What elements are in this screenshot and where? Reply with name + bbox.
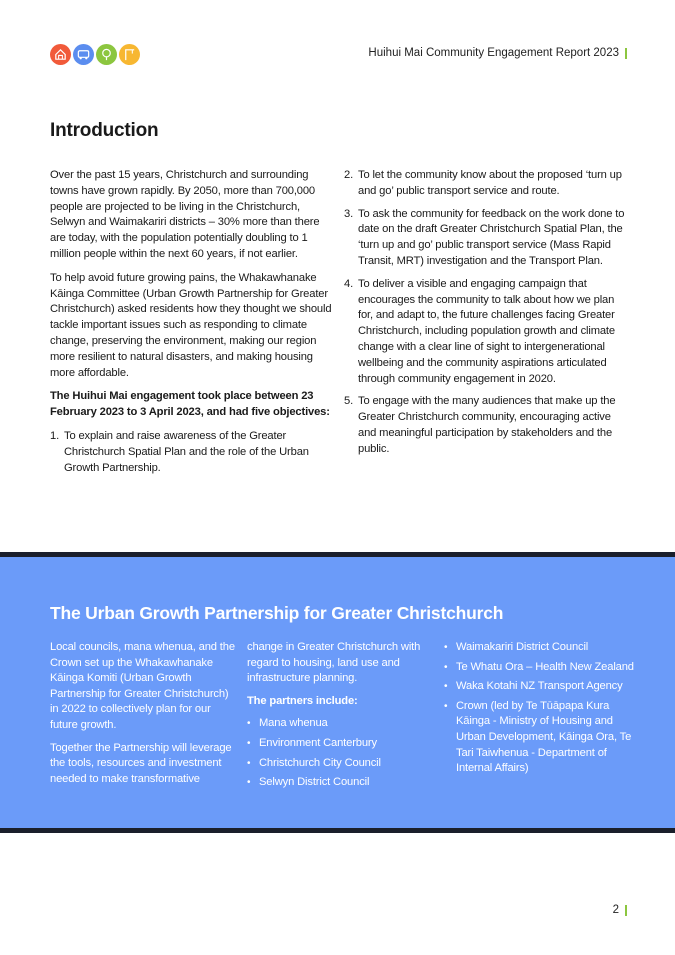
running-head <box>368 47 627 59</box>
partnership-paragraph: change in Greater Christchurch with regard to housing, land use and infrastructure planning. <box>247 641 421 685</box>
objectives-list-continued <box>344 168 628 458</box>
tree-icon <box>96 44 117 65</box>
objective-text: To engage with the many audiences that make up the Greater Christchurch community, encouraging active and meaningful participation by stakeholders and the public. <box>358 395 616 455</box>
objective-item <box>50 429 332 476</box>
house-icon <box>50 44 71 65</box>
objective-number: 2. <box>344 169 354 181</box>
partner-item: • Christchurch City Council <box>247 756 433 772</box>
objective-number: 5. <box>344 395 354 408</box>
partnership-title: The Urban Growth Partnership for Greater Christchurch <box>50 603 504 623</box>
partnership-paragraph: Local councils, mana whenua, and the Crown set up the Whakawhanake Kāinga Komiti (Urban Growth Partnership for Greater Christchurch) in 2022 to collectively plan for our future growth. <box>50 641 235 731</box>
objective-item <box>344 277 628 388</box>
partner-item: • Selwyn District Council <box>247 775 433 791</box>
page-title: Introduction <box>50 120 159 141</box>
partnership-column-2 <box>247 640 433 795</box>
partner-item: • Environment Canterbury <box>247 736 433 752</box>
objective-number: 1. <box>50 429 60 442</box>
objective-number: 3. <box>344 207 354 220</box>
partner-item: • Mana whenua <box>247 716 433 732</box>
partner-item: • Waka Kotahi NZ Transport Agency <box>444 679 634 695</box>
intro-paragraph: To help avoid future growing pains, the Whakawhanake Kāinga Committee (Urban Growth Partnership for Greater Christchurch) asked residents how they thought we should tackle important issues such as responding to climate change, preserving the environment, making our region more resilient to natural disasters, and making housing more affordable. <box>50 271 332 379</box>
intro-left-column <box>50 168 332 483</box>
band-bottom-rule <box>0 828 675 833</box>
bus-icon <box>73 44 94 65</box>
objective-item <box>344 168 628 200</box>
partnership-column-3 <box>444 640 634 781</box>
partners-list-continued <box>444 640 634 777</box>
partners-heading: The partners include: <box>247 694 358 707</box>
objective-item <box>344 207 628 270</box>
accent-bar <box>625 48 627 59</box>
objectives-intro: The Huihui Mai engagement took place between 23 February 2023 to 3 April 2023, and had five objectives: <box>50 390 330 419</box>
partnership-column-1 <box>50 640 238 794</box>
logo-group <box>50 44 140 65</box>
crane-icon <box>119 44 140 65</box>
page-number <box>613 904 627 916</box>
partner-item: • Te Whatu Ora – Health New Zealand <box>444 660 634 676</box>
partner-item: • Waimakariri District Council <box>444 640 634 656</box>
partner-item: • Crown (led by Te Tūāpapa Kura Kāinga - Ministry of Housing and Urban Development, Kāinga Ora, Te Tari Taiwhenua - Department of Internal Affairs) <box>444 699 634 777</box>
objective-text: To explain and raise awareness of the Greater Christchurch Spatial Plan and the role of the Urban Growth Partnership. <box>64 429 309 474</box>
objective-number: 4. <box>344 277 354 290</box>
partnership-paragraph: Together the Partnership will leverage the tools, resources and investment needed to make transformative <box>50 741 232 785</box>
objective-item <box>344 394 628 457</box>
intro-right-column <box>344 168 628 465</box>
objective-text: To ask the community for feedback on the work done to date on the draft Greater Christchurch Spatial Plan, the ‘turn up and go’ public transport service (Mass Rapid Transit, MRT) investigation and the Transport Plan. <box>358 207 625 267</box>
objective-text: To let the community know about the proposed ‘turn up and go’ public transport service and route. <box>358 169 622 197</box>
intro-paragraph: Over the past 15 years, Christchurch and surrounding towns have grown rapidly. By 2050, more than 700,000 people are projected to be living in the Christchurch, Selwyn and Waimakariri districts – 30% more than there are today, with the population potentially doubling to 1 million people within the next 60 years, if not earlier. <box>50 169 320 260</box>
objective-text: To deliver a visible and engaging campaign that encourages the community to talk about how we plan for, and adapt to, the future challenges facing Greater Christchurch, including population growth and climate change with a clear line of sight to intergenerational wellbeing and the community aspirations articulated through community engagement in 2020. <box>358 277 615 385</box>
objectives-list <box>50 429 332 476</box>
partners-list <box>247 716 433 790</box>
running-head-text: Huihui Mai Community Engagement Report 2023 <box>368 47 619 59</box>
page-number-text: 2 <box>612 904 619 916</box>
accent-bar <box>625 905 627 916</box>
